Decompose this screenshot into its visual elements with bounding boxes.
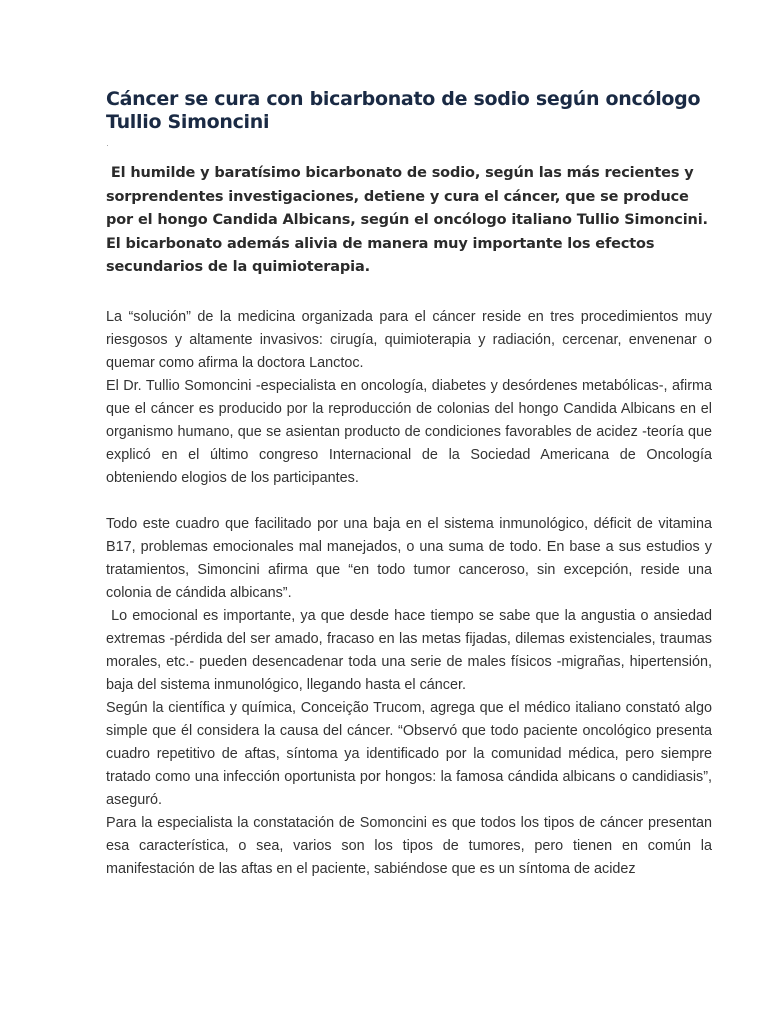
body-paragraph: Según la científica y química, Conceição Trucom, agrega que el médico italiano constató algo simple que él considera la causa del cáncer. “Observó que todo paciente oncológico presenta cuadro repetitivo de aftas, síntoma ya identificado por la comunidad médica, pero siempre tratado como una infección oportunista por hongos: la famosa cándida albicans o candidiasis”, aseguró. <box>106 699 712 808</box>
body-paragraph: El Dr. Tullio Somoncini -especialista en oncología, diabetes y desórdenes metabólicas-, afirma que el cáncer es producido por la reproducción de colonias del hongo Candida Albicans en el organismo humano, que se asientan producto de condiciones favorables de acidez -teoría que explicó en el último congreso Internacional de la Sociedad Americana de Oncología obteniendo elogios de los participantes. <box>106 377 712 486</box>
article-title: Cáncer se cura con bicarbonato de sodio según oncólogo Tullio Simoncini <box>106 88 701 133</box>
article-body <box>106 306 717 881</box>
body-paragraph: Para la especialista la constatación de Somoncini es que todos los tipos de cáncer presentan esa característica, o sea, varios son los tipos de tumores, pero tienen en común la manifestación de las aftas en el paciente, sabiéndose que es un síntoma de acidez <box>106 814 712 877</box>
body-paragraph: Todo este cuadro que facilitado por una baja en el sistema inmunológico, déficit de vitamina B17, problemas emocionales mal manejados, o una suma de todo. En base a sus estudios y tratamientos, Simoncini afirma que “en todo tumor canceroso, sin excepción, reside una colonia de cándida albicans”. <box>106 515 712 601</box>
separator-marker: · <box>106 140 109 150</box>
body-paragraph: La “solución” de la medicina organizada para el cáncer reside en tres procedimientos muy riesgosos y altamente invasivos: cirugía, quimioterapia y radiación, cercenar, envenenar o quemar como afirma la doctora Lanctoc. <box>106 308 712 371</box>
body-paragraph: Lo emocional es importante, ya que desde hace tiempo se sabe que la angustia o ansiedad extremas -pérdida del ser amado, fracaso en las metas fijadas, dilemas existenciales, traumas morales, etc.- pueden desencadenar toda una serie de males físicos -migrañas, hipertensión, baja del sistema inmunológico, llegando hasta el cáncer. <box>106 607 717 693</box>
article-lead: El humilde y baratísimo bicarbonato de sodio, según las más recientes y sorprendentes investigaciones, detiene y cura el cáncer, que se produce por el hongo Candida Albicans, según el oncólogo italiano Tullio Simoncini. El bicarbonato además alivia de manera muy importante los efectos secundarios de la quimioterapia. <box>106 165 713 275</box>
